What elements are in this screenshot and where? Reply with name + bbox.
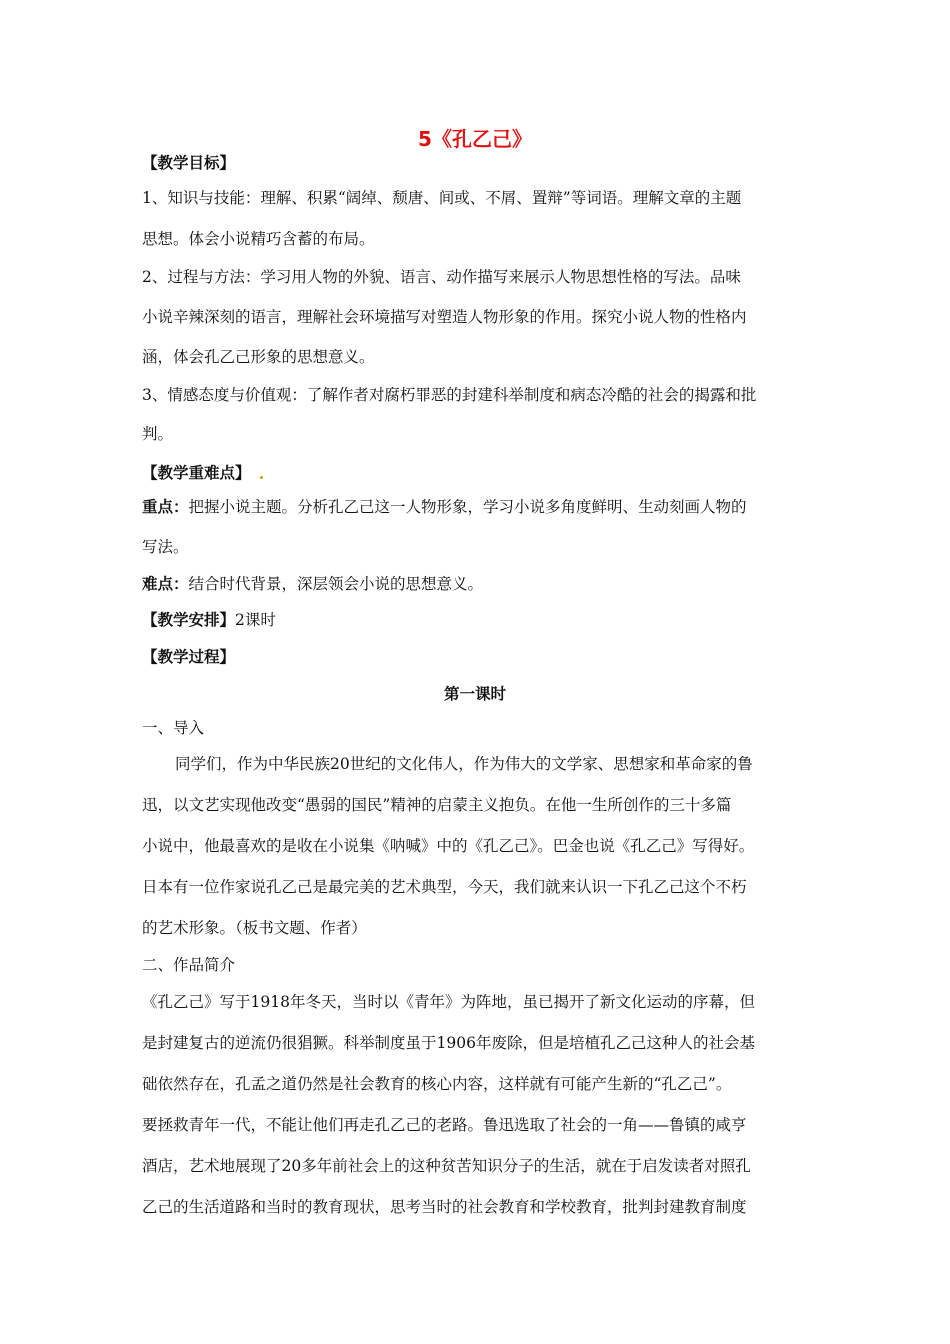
goal2-line3: 涵，体会孔乙己形象的思想意义。 [142, 348, 375, 366]
intro-line1: 同学们，作为中华民族20世纪的文化伟人，作为伟大的文学家、思想家和革命家的鲁 [175, 755, 753, 773]
goal2-line1: 2、过程与方法：学习用人物的外貌、语言、动作描写来展示人物思想性格的写法。品味 [142, 268, 741, 286]
document-title: 5《孔乙己》 [418, 127, 532, 151]
key-point-text: 把握小说主题。分析孔乙己这一人物形象，学习小说多角度鲜明、生动刻画人物的 [188, 498, 747, 516]
difficulty-line [142, 572, 483, 596]
intro-heading: 一、导入 [142, 719, 205, 737]
goal2-line2: 小说辛辣深刻的语言，理解社会环境描写对塑造人物形象的作用。探究小说人物的性格内 [142, 308, 747, 326]
goals-heading: 【教学目标】 [142, 154, 236, 172]
difficulty-text: 结合时代背景，深层领会小说的思想意义。 [188, 575, 484, 593]
work-line3: 础依然存在，孔孟之道仍然是社会教育的核心内容，这样就有可能产生新的“孔乙己”。 [142, 1075, 732, 1093]
lesson-one-heading: 第一课时 [443, 685, 506, 703]
decorative-dot [260, 476, 263, 479]
work-line2: 是封建复古的逆流仍很猖獗。科举制度虽于1906年废除，但是培植孔乙己这种人的社会基 [142, 1034, 755, 1052]
difficulty-label: 难点： [142, 575, 189, 593]
arrangement-line [142, 608, 276, 632]
arrangement-text: 2课时 [235, 611, 276, 629]
work-heading: 二、作品简介 [142, 956, 236, 974]
goal3-line2: 判。 [142, 425, 174, 443]
key-difficulty-heading: 【教学重难点】 [142, 464, 251, 482]
intro-line3: 小说中，他最喜欢的是收在小说集《呐喊》中的《孔乙己》。巴金也说《孔乙己》写得好。 [142, 837, 755, 855]
key-point-line1 [142, 495, 747, 519]
work-line4: 要拯救青年一代，不能让他们再走孔乙己的老路。鲁迅选取了社会的一角——鲁镇的咸亨 [142, 1116, 747, 1134]
work-line6: 乙己的生活道路和当时的教育现状，思考当时的社会教育和学校教育，批判封建教育制度 [142, 1198, 747, 1216]
goal3-line1: 3、情感态度与价值观：了解作者对腐朽罪恶的封建科举制度和病态冷酷的社会的揭露和批 [142, 386, 757, 404]
intro-line4: 日本有一位作家说孔乙己是最完美的艺术典型，今天，我们就来认识一下孔乙己这个不朽 [142, 878, 747, 896]
work-line1: 《孔乙己》写于1918年冬天，当时以《青年》为阵地，虽已揭开了新文化运动的序幕，但 [142, 993, 755, 1011]
intro-line5: 的艺术形象。（板书文题、作者） [142, 919, 367, 937]
process-heading: 【教学过程】 [142, 648, 236, 666]
key-point-line2: 写法。 [142, 538, 189, 556]
arrangement-heading: 【教学安排】 [142, 611, 236, 629]
work-line5: 酒店，艺术地展现了20多年前社会上的这种贫苦知识分子的生活，就在于启发读者对照孔 [142, 1157, 751, 1175]
intro-line2: 迅，以文艺实现他改变“愚弱的国民”精神的启蒙主义抱负。在他一生所创作的三十多篇 [142, 796, 732, 814]
goal1-line2: 思想。体会小说精巧含蓄的布局。 [142, 230, 375, 248]
goal1-line1: 1、知识与技能：理解、积累“阔绰、颓唐、间或、不屑、置辩”等词语。理解文章的主题 [142, 189, 742, 207]
key-point-label: 重点： [142, 498, 189, 516]
